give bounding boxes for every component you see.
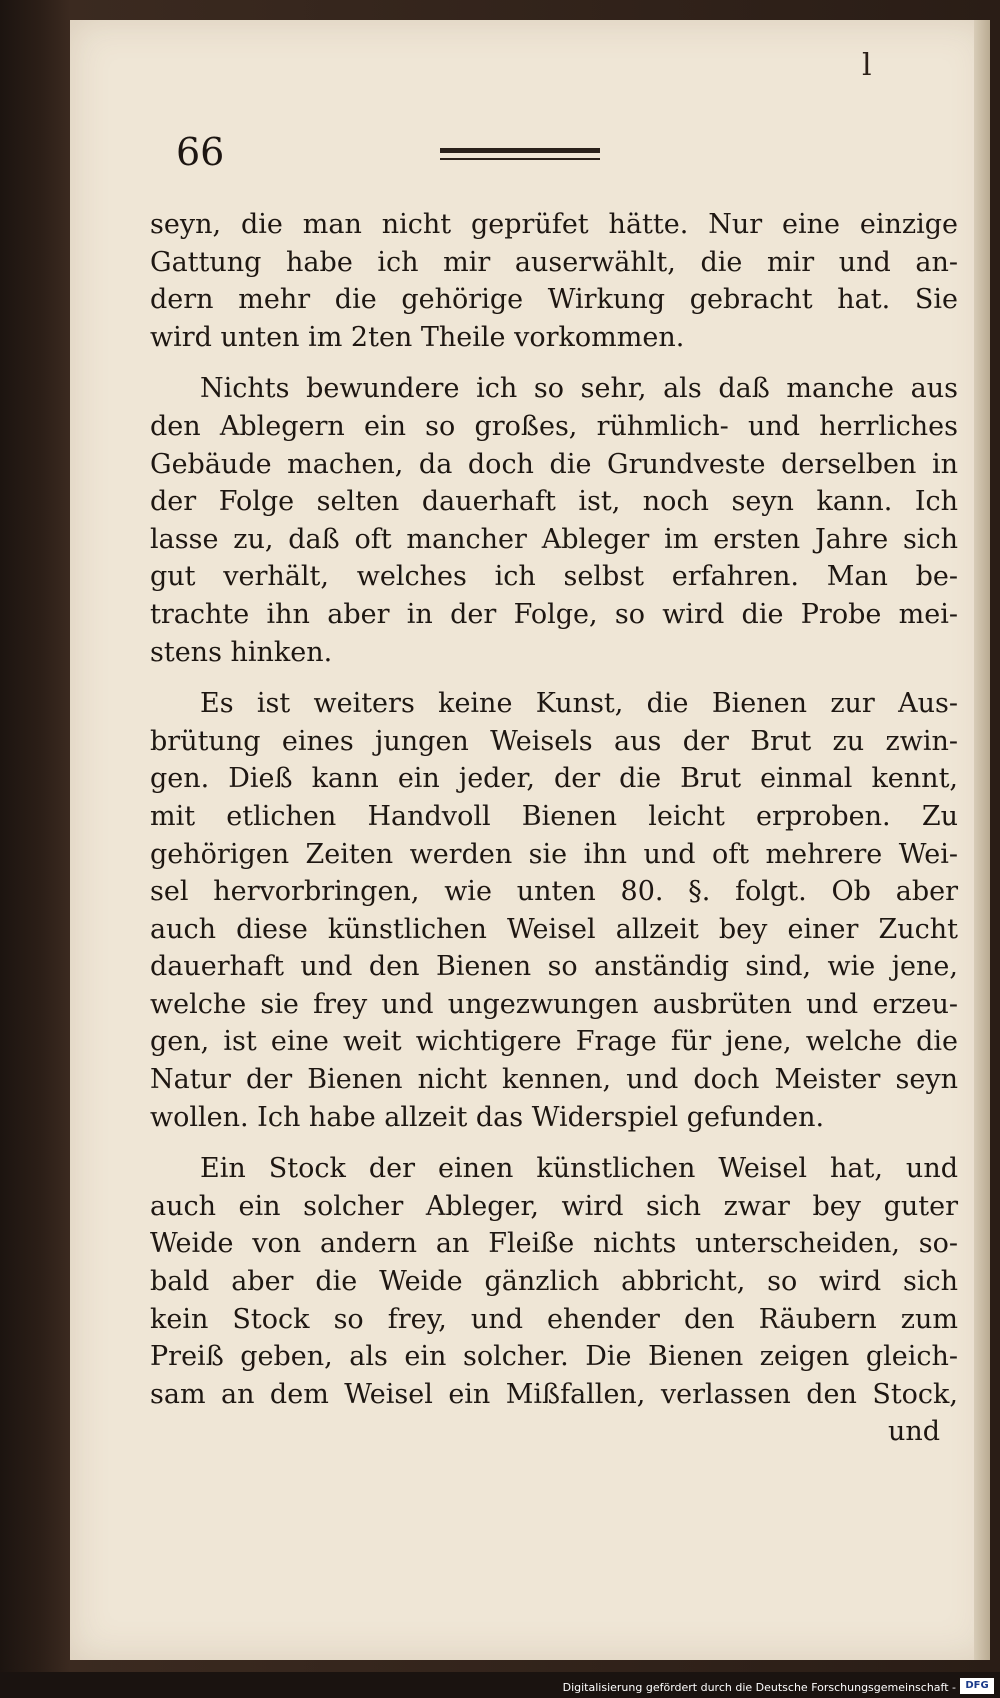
text-line: auch diese künstlichen Weisel allzeit bey einer Zucht: [150, 913, 958, 945]
text-line: welche sie frey und ungezwungen ausbrüten und erzeu-: [150, 988, 958, 1020]
text-line: gen, ist eine weit wichtigere Frage für jene, welche die: [150, 1026, 958, 1058]
text-line: bald aber die Weide gänzlich abbricht, so wird sich: [150, 1266, 958, 1298]
digitization-footer: [0, 1672, 1000, 1698]
header-ornament-rule: [440, 140, 600, 168]
text-line: wird unten im 2ten Theile vorkommen.: [150, 321, 685, 353]
text-line: Es ist weiters keine Kunst, die Bienen zur Aus-: [200, 688, 958, 720]
text-line: Gattung habe ich mir auserwählt, die mir und an-: [150, 246, 958, 278]
rule-thin: [440, 158, 600, 160]
edge-mark: l: [862, 48, 872, 83]
dfg-logo: DFG: [960, 1678, 994, 1694]
text-line: gen. Dieß kann ein jeder, der die Brut einmal kennt,: [150, 763, 958, 795]
catchword: und: [887, 1416, 940, 1448]
text-line: Weide von andern an Fleiße nichts unterscheiden, so-: [150, 1228, 958, 1260]
text-line: Ein Stock der einen künstlichen Weisel hat, und: [200, 1153, 958, 1185]
text-line: stens hinken.: [150, 636, 333, 668]
text-line: Preiß geben, als ein solcher. Die Bienen zeigen gleich-: [150, 1341, 958, 1373]
text-line: Natur der Bienen nicht kennen, und doch Meister seyn: [150, 1064, 958, 1096]
paragraph: [150, 206, 958, 356]
text-line: gut verhält, welches ich selbst erfahren. Man be-: [150, 561, 958, 593]
text-line: wollen. Ich habe allzeit das Widerspiel gefunden.: [150, 1101, 825, 1133]
body-text: [150, 206, 958, 1451]
text-line: seyn, die man nicht geprüfet hätte. Nur eine einzige: [150, 209, 958, 240]
text-line: Nichts bewundere ich so sehr, als daß manche aus: [200, 373, 958, 405]
text-line: brütung eines jungen Weisels aus der Brut zu zwin-: [150, 725, 958, 757]
text-line: lasse zu, daß oft mancher Ableger im ersten Jahre sich: [150, 523, 958, 555]
paragraph: [150, 370, 958, 671]
text-line: dern mehr die gehörige Wirkung gebracht hat. Sie: [150, 284, 958, 316]
text-line: Gebäude machen, da doch die Grundveste derselben in: [150, 448, 958, 480]
page-number: 66: [176, 130, 225, 174]
text-line: sam an dem Weisel ein Mißfallen, verlassen den Stock,: [150, 1378, 958, 1410]
text-line: gehörigen Zeiten werden sie ihn und oft mehrere Wei-: [150, 838, 958, 870]
funding-credit: Digitalisierung gefördert durch die Deutsche Forschungsgemeinschaft -: [562, 1681, 956, 1694]
rule-thick: [440, 148, 600, 153]
text-line: den Ablegern ein so großes, rühmlich- und herrliches: [150, 410, 958, 442]
page-edge: [974, 20, 990, 1660]
paragraph: [150, 685, 958, 1136]
text-line: auch ein solcher Ableger, wird sich zwar bey guter: [150, 1190, 958, 1222]
text-line: mit etlichen Handvoll Bienen leicht erproben. Zu: [150, 800, 958, 832]
text-line: kein Stock so frey, und ehender den Räubern zum: [150, 1303, 958, 1335]
text-line: dauerhaft und den Bienen so anständig sind, wie jene,: [150, 951, 958, 983]
text-line: sel hervorbringen, wie unten 80. §. folgt. Ob aber: [150, 876, 958, 908]
text-line: der Folge selten dauerhaft ist, noch seyn kann. Ich: [150, 486, 958, 518]
paragraph: [150, 1150, 958, 1413]
text-line: trachte ihn aber in der Folge, so wird die Probe mei-: [150, 598, 958, 630]
